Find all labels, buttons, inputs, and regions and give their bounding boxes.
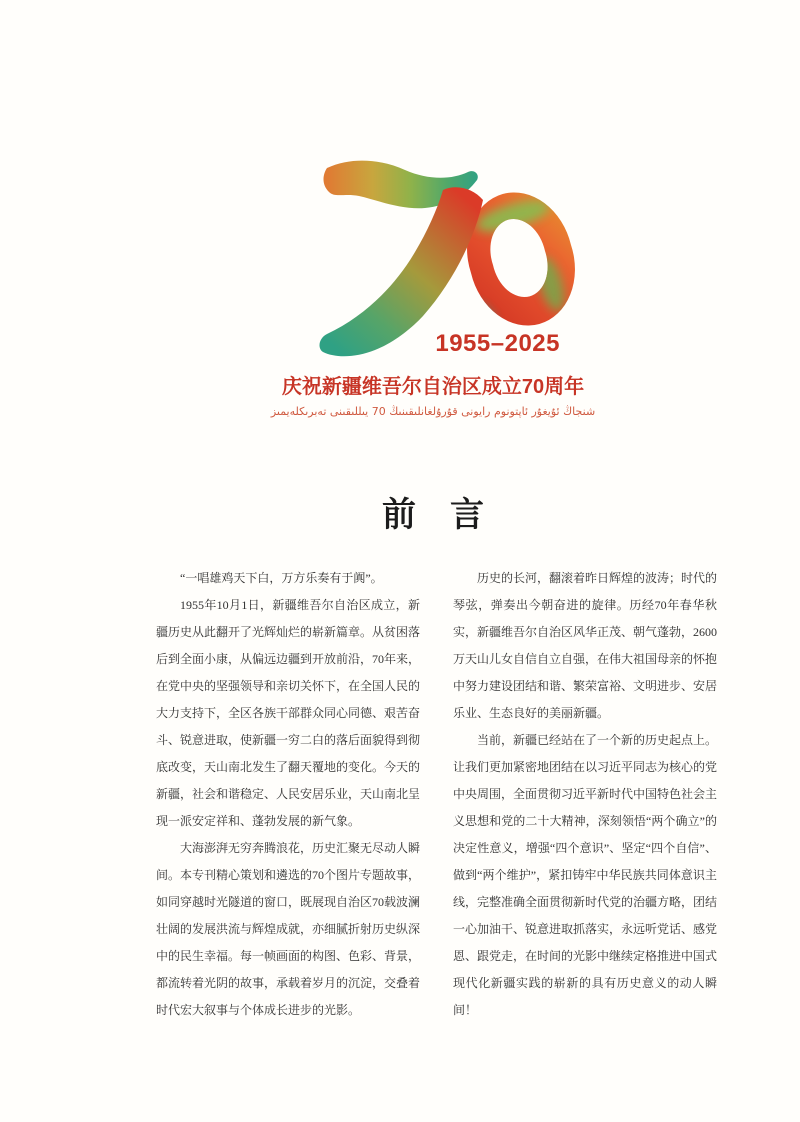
anniversary-title-uyghur: شنجاڭ ئۇيغۇر ئاپتونوم رايونى قۇرۇلغانلىقىنىڭ 70 يىللىقىنى تەبرىكلەيمىز bbox=[270, 405, 596, 418]
paragraph: 历史的长河，翻滚着昨日辉煌的波涛；时代的琴弦，弹奏出今朝奋进的旋律。历经70年春华秋实，新疆维吾尔自治区风华正茂、朝气蓬勃，2600万天山儿女自信自立自强，在伟大祖国母亲的怀抱中努力建设团结和谐、繁荣富裕、文明进步、安居乐业、生态良好的美丽新疆。 bbox=[453, 571, 718, 720]
logo-digit-7 bbox=[320, 161, 483, 357]
paragraph: 当前，新疆已经站在了一个新的历史起点上。让我们更加紧密地团结在以习近平同志为核心的党中央周围，全面贯彻习近平新时代中国特色社会主义思想和党的二十大精神，深刻领悟“两个确立”的决定性意义，增强“四个意识”、坚定“四个自信”、做到“两个维护”，紧扣铸牢中华民族共同体意识主线，完整准确全面贯彻新时代党的治疆方略，团结一心加油干、锐意进取抓落实，永远听党话、感党恩、跟党走，在时间的光影中继续定格推进中国式现代化新疆实践的崭新的具有历史意义的动人瞬间！ bbox=[453, 733, 718, 1017]
preface-right-column bbox=[453, 565, 717, 1024]
preface-body bbox=[156, 565, 717, 1024]
preface-heading: 前 言 bbox=[382, 497, 484, 534]
paragraph: 1955年10月1日，新疆维吾尔自治区成立，新疆历史从此翻开了光辉灿烂的崭新篇章。从贫困落后到全面小康，从偏远边疆到开放前沿，70年来，在党中央的坚强领导和亲切关怀下，在全国人民的大力支持下，全区各族干部群众同心同德、艰苦奋斗、锐意进取，使新疆一穷二白的落后面貌得到彻底改变，天山南北发生了翻天覆地的变化。今天的新疆，社会和谐稳定、人民安居乐业，天山南北呈现一派安定祥和、蓬勃发展的新气象。 bbox=[156, 598, 421, 828]
paragraph: 大海澎湃无穷奔腾浪花，历史汇聚无尽动人瞬间。本专刊精心策划和遴选的70个图片专题故事，如同穿越时光隧道的窗口，既展现自治区70载波澜壮阔的发展洪流与辉煌成就，亦细腻折射历史纵深中的民生幸福。每一帧画面的构图、色彩、背景，都流转着光阴的故事，承载着岁月的沉淀，交叠着时代宏大叙事与个体成长进步的光影。 bbox=[156, 841, 421, 1017]
anniversary-years: 1955–2025 bbox=[435, 330, 560, 357]
paragraph-quote: “一唱雄鸡天下白，万方乐奏有于阗”。 bbox=[180, 571, 383, 585]
anniversary-title-chinese: 庆祝新疆维吾尔自治区成立70周年 bbox=[281, 376, 585, 398]
preface-left-column bbox=[156, 565, 420, 1024]
